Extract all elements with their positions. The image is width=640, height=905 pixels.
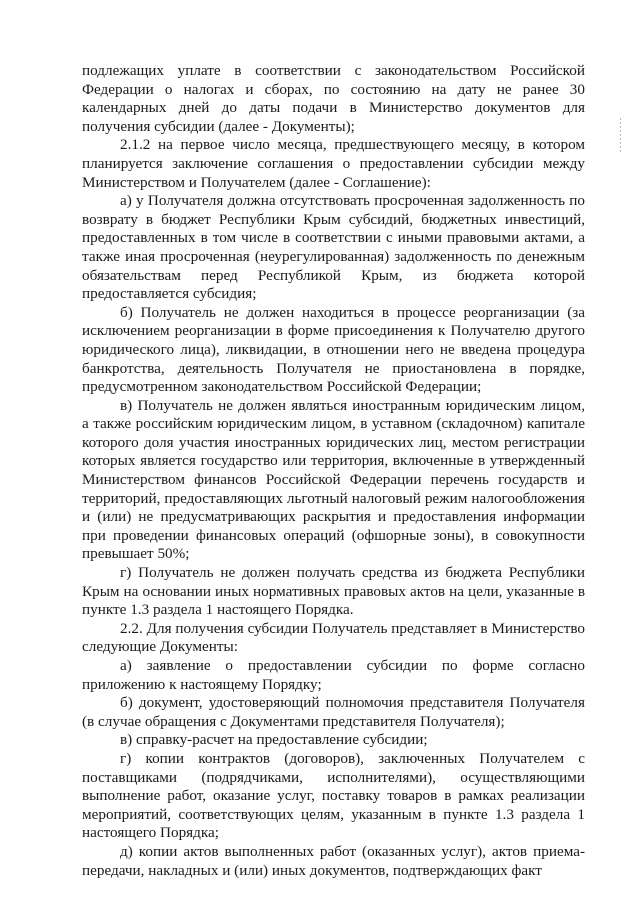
paragraph-doc-g: г) копии контрактов (договоров), заключенных Получателем с поставщиками (подрядчиками, исполнителями), осуществляющими выполнение работ, оказание услуг, поставку товаров в рамках реализации мероприятий, соответствующих целям, указанным в пункте 1.3 раздела 1 настоящего Порядка; xyxy=(82,749,585,842)
paragraph-doc-b: б) документ, удостоверяющий полномочия представителя Получателя (в случае обращения с Документами представителя Получателя); xyxy=(82,694,585,730)
paragraph-item-v: в) Получатель не должен являться иностранным юридическим лицом, а также российским юридическим лицом, в уставном (складочном) капитале которого доля участия иностранных юридических лиц, местом регистрации которых является государство или территория, включенные в утвержденный Министерством финансов Российской Федерации перечень государств и территорий, предоставляющих льготный налоговый режим налогообложения и (или) не предусматривающих раскрытия и предоставления информации при проведении финансовых операций (офшорные зоны), в совокупности превышает 50%; xyxy=(82,396,585,563)
paragraph-doc-v: в) справку-расчет на предоставление субсидии; xyxy=(120,731,428,749)
document-page xyxy=(82,62,585,880)
paragraph-2-1-2: 2.1.2 на первое число месяца, предшествующего месяцу, в котором планируется заключение соглашения о предоставлении субсидии между Министерством и Получателем (далее - Соглашение): xyxy=(82,136,585,191)
paragraph-continuation: подлежащих уплате в соответствии с законодательством Российской Федерации о налогах и сборах, по состоянию на дату не ранее 30 календарных дней до даты подачи в Министерство документов для получения субсидии (далее - Документы); xyxy=(82,62,585,135)
paragraph-item-b: б) Получатель не должен находиться в процессе реорганизации (за исключением реорганизации в форме присоединения к Получателю другого юридического лица), ликвидации, в отношении него не введена процедура банкротства, деятельность Получателя не приостановлена в порядке, предусмотренном законодательством Российской Федерации; xyxy=(82,303,585,396)
paragraph-item-a: а) у Получателя должна отсутствовать просроченная задолженность по возврату в бюджет Республики Крым субсидий, бюджетных инвестиций, предоставленных в том числе в соответствии с иными правовыми актами, а также иная просроченная (неурегулированная) задолженность по денежным обязательствам перед Республикой Крым, из бюджета которой предоставляется субсидия; xyxy=(82,192,585,303)
paragraph-doc-a: а) заявление о предоставлении субсидии по форме согласно приложению к настоящему Порядку; xyxy=(82,657,585,693)
margin-scan-mark xyxy=(620,118,621,152)
paragraph-2-2: 2.2. Для получения субсидии Получатель представляет в Министерство следующие Документы: xyxy=(82,619,585,656)
paragraph-doc-d: д) копии актов выполненных работ (оказанных услуг), актов приема-передачи, накладных и (или) иных документов, подтверждающих факт xyxy=(82,842,585,879)
paragraph-item-g: г) Получатель не должен получать средства из бюджета Республики Крым на основании иных нормативных правовых актов на цели, указанные в пункте 1.3 раздела 1 настоящего Порядка. xyxy=(82,564,585,619)
